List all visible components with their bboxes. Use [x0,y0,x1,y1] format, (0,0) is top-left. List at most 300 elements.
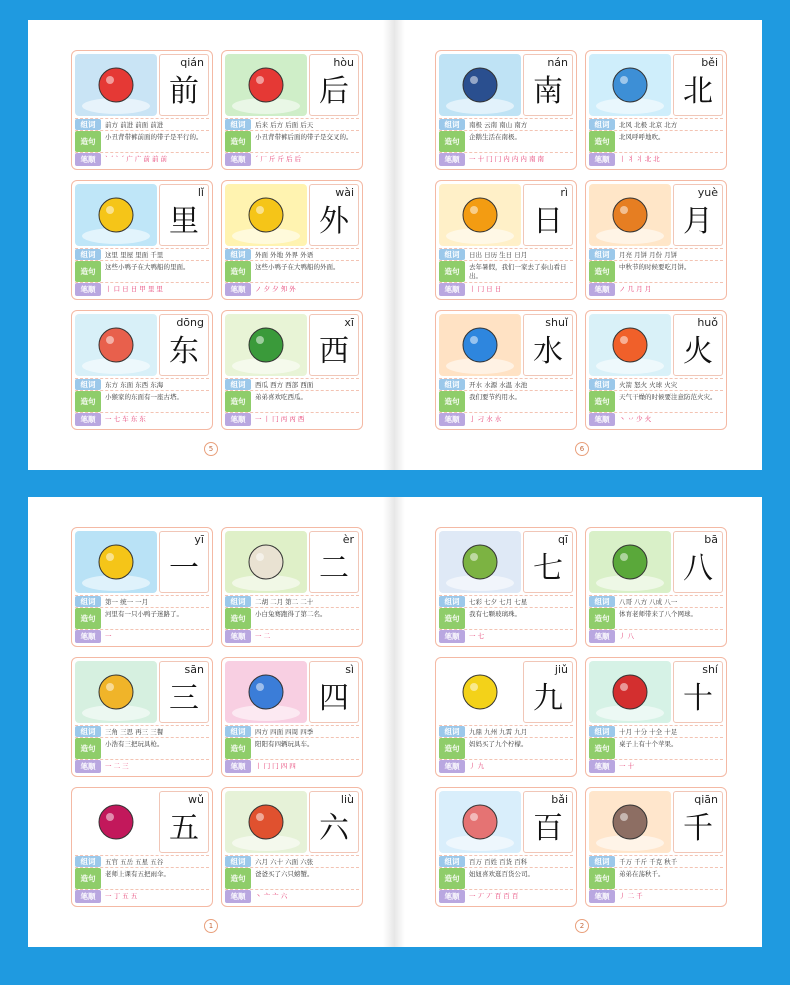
sentence-value: 桌子上有十个苹果。 [619,740,678,748]
strokes-row [225,152,359,166]
pinyin: dōng [176,316,204,329]
strokes-value: ` ´ ` ´ 广 广 前 前 前 [105,155,168,163]
sentence-row [439,737,573,759]
sentence-label: 造句 [589,391,615,412]
words-row [439,248,573,260]
sentence-label: 造句 [75,131,101,152]
sentence-row [439,867,573,889]
words-row [439,725,573,737]
character-card [71,180,213,300]
strokes-label: 笔顺 [589,760,615,773]
words-value: 五官 五岳 五星 五谷 [105,858,164,866]
pinyin: shuǐ [545,316,568,329]
page-number: 6 [575,442,589,456]
character-card [221,657,363,777]
hanzi-character: 二 [319,551,349,586]
words-row [225,378,359,390]
hanzi-character: 十 [683,681,713,716]
pinyin: qiān [694,793,718,806]
sentence-row [75,737,209,759]
strokes-value: 丶 亠 亠 六 [255,892,288,900]
strokes-row [75,759,209,773]
character-card [221,527,363,647]
sentence-label: 造句 [75,261,101,282]
pinyin: wǔ [188,793,204,806]
words-label: 组词 [225,379,251,390]
sentence-label: 造句 [589,608,615,629]
card-rows [75,725,209,773]
sentence-value: 阳阳有四辆玩具车。 [255,740,314,748]
character-card [71,787,213,907]
strokes-value: 一 二 三 [105,762,129,770]
strokes-row [589,282,723,296]
hanzi-character: 北 [683,74,713,109]
character-card [585,527,727,647]
words-row [75,118,209,130]
strokes-value: 丿 八 [619,632,635,640]
character-card [585,50,727,170]
sentence-value: 这些小鸭子在大鸭船的里面。 [105,263,190,271]
words-value: 七彩 七夕 七月 七星 [469,598,528,606]
strokes-row [589,152,723,166]
sentence-row [225,260,359,282]
hanzi-character: 一 [169,551,199,586]
hanzi-character: 后 [319,74,349,109]
pinyin: sì [345,663,354,676]
sentence-row [225,737,359,759]
strokes-label: 笔顺 [439,630,465,643]
page-2 [395,497,762,947]
words-row [75,855,209,867]
sentence-value: 河里有一只小鸭子迷路了。 [105,610,183,618]
card-rows [439,595,573,643]
card-rows [225,725,359,773]
words-row [589,118,723,130]
sentence-row [225,867,359,889]
character-card [221,787,363,907]
words-value: 日出 日历 生日 日月 [469,251,528,259]
hanzi-character: 外 [319,204,349,239]
sentence-value: 弟弟喜欢吃西瓜。 [255,393,307,401]
illustration-image [75,791,157,853]
strokes-label: 笔顺 [75,413,101,426]
card-rows [589,248,723,296]
strokes-row [589,412,723,426]
sentence-label: 造句 [75,738,101,759]
character-box [523,791,573,853]
character-card [71,50,213,170]
page-1 [28,497,395,947]
pinyin: liù [340,793,354,806]
card-rows [439,248,573,296]
card-rows [75,118,209,166]
words-value: 开水 水源 水温 水池 [469,381,528,389]
words-label: 组词 [589,596,615,607]
strokes-value: 一 丆 丆 百 百 百 [469,892,519,900]
page-number: 5 [204,442,218,456]
words-value: 月亮 月饼 月份 月饼 [619,251,678,259]
character-box [673,184,723,246]
sentence-row [225,390,359,412]
words-value: 前方 前进 前面 前进 [105,121,164,129]
strokes-label: 笔顺 [75,283,101,296]
words-label: 组词 [589,249,615,260]
words-label: 组词 [589,119,615,130]
character-box [523,54,573,116]
sentence-value: 北风呼呼地吹。 [619,133,665,141]
character-card [221,310,363,430]
sentence-label: 造句 [439,738,465,759]
strokes-value: 一 丁 五 五 [105,892,138,900]
strokes-value: 丶 丷 少 火 [619,415,652,423]
sentence-value: 我有七颗玻璃珠。 [469,610,521,618]
strokes-row [589,889,723,903]
character-card [435,527,577,647]
card-rows [225,855,359,903]
pinyin: yuè [697,186,718,199]
character-box [673,54,723,116]
strokes-label: 笔顺 [589,283,615,296]
strokes-label: 笔顺 [225,413,251,426]
sentence-row [225,130,359,152]
sentence-label: 造句 [439,391,465,412]
sentence-value: 小丑背带裤前面的带子是平行的。 [105,133,203,141]
words-row [225,248,359,260]
card-rows [589,378,723,426]
words-row [225,595,359,607]
strokes-row [439,412,573,426]
words-label: 组词 [439,596,465,607]
words-label: 组词 [75,379,101,390]
sentence-value: 小白兔赛跑得了第二名。 [255,610,327,618]
strokes-value: 丿 二 千 [619,892,643,900]
card-rows [439,855,573,903]
words-label: 组词 [75,856,101,867]
sentence-value: 小浩有三把玩具枪。 [105,740,164,748]
words-row [439,378,573,390]
character-box [159,54,209,116]
pinyin: rì [560,186,568,199]
strokes-row [75,889,209,903]
card-rows [589,118,723,166]
sentence-row [439,260,573,282]
hanzi-character: 百 [533,811,563,846]
sentence-value: 爸爸买了六只螃蟹。 [255,870,314,878]
sentence-row [75,130,209,152]
character-box [673,531,723,593]
hanzi-character: 水 [533,334,563,369]
strokes-label: 笔顺 [439,760,465,773]
words-value: 四方 四面 四周 四季 [255,728,314,736]
pinyin: qián [180,56,204,69]
sentence-label: 造句 [225,261,251,282]
illustration-image [75,531,157,593]
words-value: 北风 北极 北京 北方 [619,121,678,129]
sentence-label: 造句 [589,131,615,152]
strokes-row [439,759,573,773]
strokes-value: 丨 口 日 日 甲 里 里 [105,285,163,293]
character-box [309,54,359,116]
hanzi-character: 九 [533,681,563,716]
illustration-image [439,791,521,853]
strokes-label: 笔顺 [75,153,101,166]
pinyin: sān [184,663,204,676]
card-rows [439,118,573,166]
card-rows [589,855,723,903]
card-rows [439,378,573,426]
pinyin: bǎi [551,793,568,806]
illustration-image [589,661,671,723]
sentence-label: 造句 [439,868,465,889]
hanzi-character: 六 [319,811,349,846]
strokes-label: 笔顺 [439,890,465,903]
illustration-image [225,661,307,723]
pinyin: nán [547,56,568,69]
sentence-label: 造句 [589,261,615,282]
character-box [159,791,209,853]
character-box [159,661,209,723]
card-rows [75,378,209,426]
illustration-image [439,184,521,246]
sentence-label: 造句 [225,608,251,629]
sentence-value: 妈妈买了九个柠檬。 [469,740,528,748]
character-card [435,657,577,777]
words-row [75,725,209,737]
illustration-image [75,184,157,246]
hanzi-character: 五 [169,811,199,846]
strokes-row [75,629,209,643]
strokes-row [225,759,359,773]
sentence-value: 中秋节的时候要吃月饼。 [619,263,691,271]
strokes-row [75,282,209,296]
strokes-row [439,629,573,643]
sentence-label: 造句 [225,391,251,412]
sentence-row [589,260,723,282]
illustration-image [589,791,671,853]
hanzi-character: 前 [169,74,199,109]
strokes-value: 亅 刁 水 水 [469,415,502,423]
words-value: 外面 外地 外界 外语 [255,251,314,259]
sentence-row [589,737,723,759]
strokes-row [225,282,359,296]
illustration-image [589,531,671,593]
pinyin: xī [344,316,354,329]
strokes-label: 笔顺 [225,890,251,903]
hanzi-character: 西 [319,334,349,369]
character-card [221,50,363,170]
strokes-value: ´ 厂 斤 斤 后 后 [255,155,302,163]
sentence-value: 小丑背带裤后面的带子是交叉的。 [255,133,353,141]
strokes-row [589,629,723,643]
strokes-value: 一 十 冂 冂 内 内 内 南 南 [469,155,545,163]
words-label: 组词 [225,856,251,867]
words-row [439,595,573,607]
words-label: 组词 [225,726,251,737]
card-rows [589,725,723,773]
words-label: 组词 [225,249,251,260]
sentence-row [589,390,723,412]
page-number: 1 [204,919,218,933]
hanzi-character: 里 [169,204,199,239]
strokes-row [225,629,359,643]
character-card [585,310,727,430]
illustration-image [225,54,307,116]
hanzi-character: 东 [169,334,199,369]
words-value: 八哥 八方 八成 八一 [619,598,678,606]
sentence-label: 造句 [75,391,101,412]
sentence-label: 造句 [439,261,465,282]
words-value: 第一 统一 一月 [105,598,149,606]
sentence-value: 企鹅生活在南极。 [469,133,521,141]
character-box [159,531,209,593]
character-box [523,661,573,723]
sentence-row [75,390,209,412]
character-box [309,531,359,593]
words-row [589,248,723,260]
sentence-label: 造句 [225,738,251,759]
pinyin: hòu [333,56,354,69]
strokes-row [225,889,359,903]
words-value: 九鼎 九州 九霄 九月 [469,728,528,736]
strokes-value: 丨 冂 日 日 [469,285,502,293]
words-label: 组词 [439,856,465,867]
page-number: 2 [575,919,589,933]
strokes-value: 一 丨 冂 丙 丙 西 [255,415,305,423]
illustration-image [225,184,307,246]
strokes-label: 笔顺 [439,153,465,166]
words-value: 东方 东面 东西 东海 [105,381,164,389]
hanzi-character: 南 [533,74,563,109]
strokes-row [439,282,573,296]
character-card [585,787,727,907]
character-box [673,791,723,853]
sentence-value: 小猴家的东面有一座古塔。 [105,393,183,401]
illustration-image [589,314,671,376]
words-label: 组词 [589,856,615,867]
words-label: 组词 [75,119,101,130]
words-label: 组词 [75,249,101,260]
strokes-row [439,889,573,903]
sentence-row [589,607,723,629]
character-card [71,310,213,430]
illustration-image [225,791,307,853]
strokes-value: 一 七 车 东 东 [105,415,146,423]
sentence-label: 造句 [225,868,251,889]
character-card [435,50,577,170]
character-card [585,657,727,777]
pinyin: èr [342,533,354,546]
sentence-row [439,607,573,629]
strokes-row [75,412,209,426]
strokes-label: 笔顺 [225,630,251,643]
words-row [75,248,209,260]
words-row [225,118,359,130]
sentence-value: 弟弟在荡秋千。 [619,870,665,878]
sentence-value: 体育老师带来了八个网球。 [619,610,697,618]
pinyin: shí [702,663,718,676]
illustration-image [75,54,157,116]
strokes-row [75,152,209,166]
character-card [435,180,577,300]
words-label: 组词 [439,119,465,130]
sentence-label: 造句 [439,131,465,152]
words-label: 组词 [75,726,101,737]
character-card [71,657,213,777]
sentence-value: 我们要节约用水。 [469,393,521,401]
card-rows [225,378,359,426]
strokes-value: ノ 夕 夕 夘 外 [255,285,296,293]
strokes-value: 丨 冂 冂 四 四 [255,762,296,770]
character-box [159,314,209,376]
illustration-image [439,531,521,593]
illustration-image [439,661,521,723]
card-grid [71,527,395,907]
character-card [435,787,577,907]
sentence-row [75,867,209,889]
character-box [523,184,573,246]
pinyin: huǒ [697,316,718,329]
pinyin: yī [194,533,204,546]
character-box [523,531,573,593]
words-label: 组词 [225,119,251,130]
card-grid [435,50,762,430]
character-box [673,314,723,376]
card-rows [225,595,359,643]
words-value: 这里 里屋 里面 千里 [105,251,164,259]
sentence-label: 造句 [439,608,465,629]
card-rows [589,595,723,643]
strokes-value: 丿 九 [469,762,485,770]
hanzi-character: 千 [683,811,713,846]
sentence-row [439,390,573,412]
sentence-value: 这些小鸭子在大鸭船的外面。 [255,263,340,271]
sentence-value: 天气干燥的时候要注意防范火灾。 [619,393,717,401]
card-rows [225,118,359,166]
strokes-label: 笔顺 [225,153,251,166]
strokes-row [589,759,723,773]
sentence-label: 造句 [589,868,615,889]
words-row [589,595,723,607]
sentence-label: 造句 [589,738,615,759]
strokes-label: 笔顺 [589,153,615,166]
character-box [309,314,359,376]
book-spread-bottom [28,497,762,947]
strokes-label: 笔顺 [75,630,101,643]
pinyin: wài [335,186,354,199]
words-label: 组词 [75,596,101,607]
words-row [589,855,723,867]
sentence-row [589,130,723,152]
sentence-label: 造句 [225,131,251,152]
pinyin: bā [704,533,718,546]
words-label: 组词 [225,596,251,607]
hanzi-character: 八 [683,551,713,586]
sentence-row [75,607,209,629]
words-label: 组词 [589,726,615,737]
words-label: 组词 [589,379,615,390]
words-row [75,595,209,607]
words-value: 后来 后方 后面 后天 [255,121,314,129]
words-value: 三角 三思 再三 三餐 [105,728,164,736]
page-6 [395,20,762,470]
illustration-image [439,314,521,376]
character-card [221,180,363,300]
sentence-row [589,867,723,889]
sentence-label: 造句 [75,868,101,889]
strokes-label: 笔顺 [589,890,615,903]
words-row [589,725,723,737]
card-grid [71,50,395,430]
